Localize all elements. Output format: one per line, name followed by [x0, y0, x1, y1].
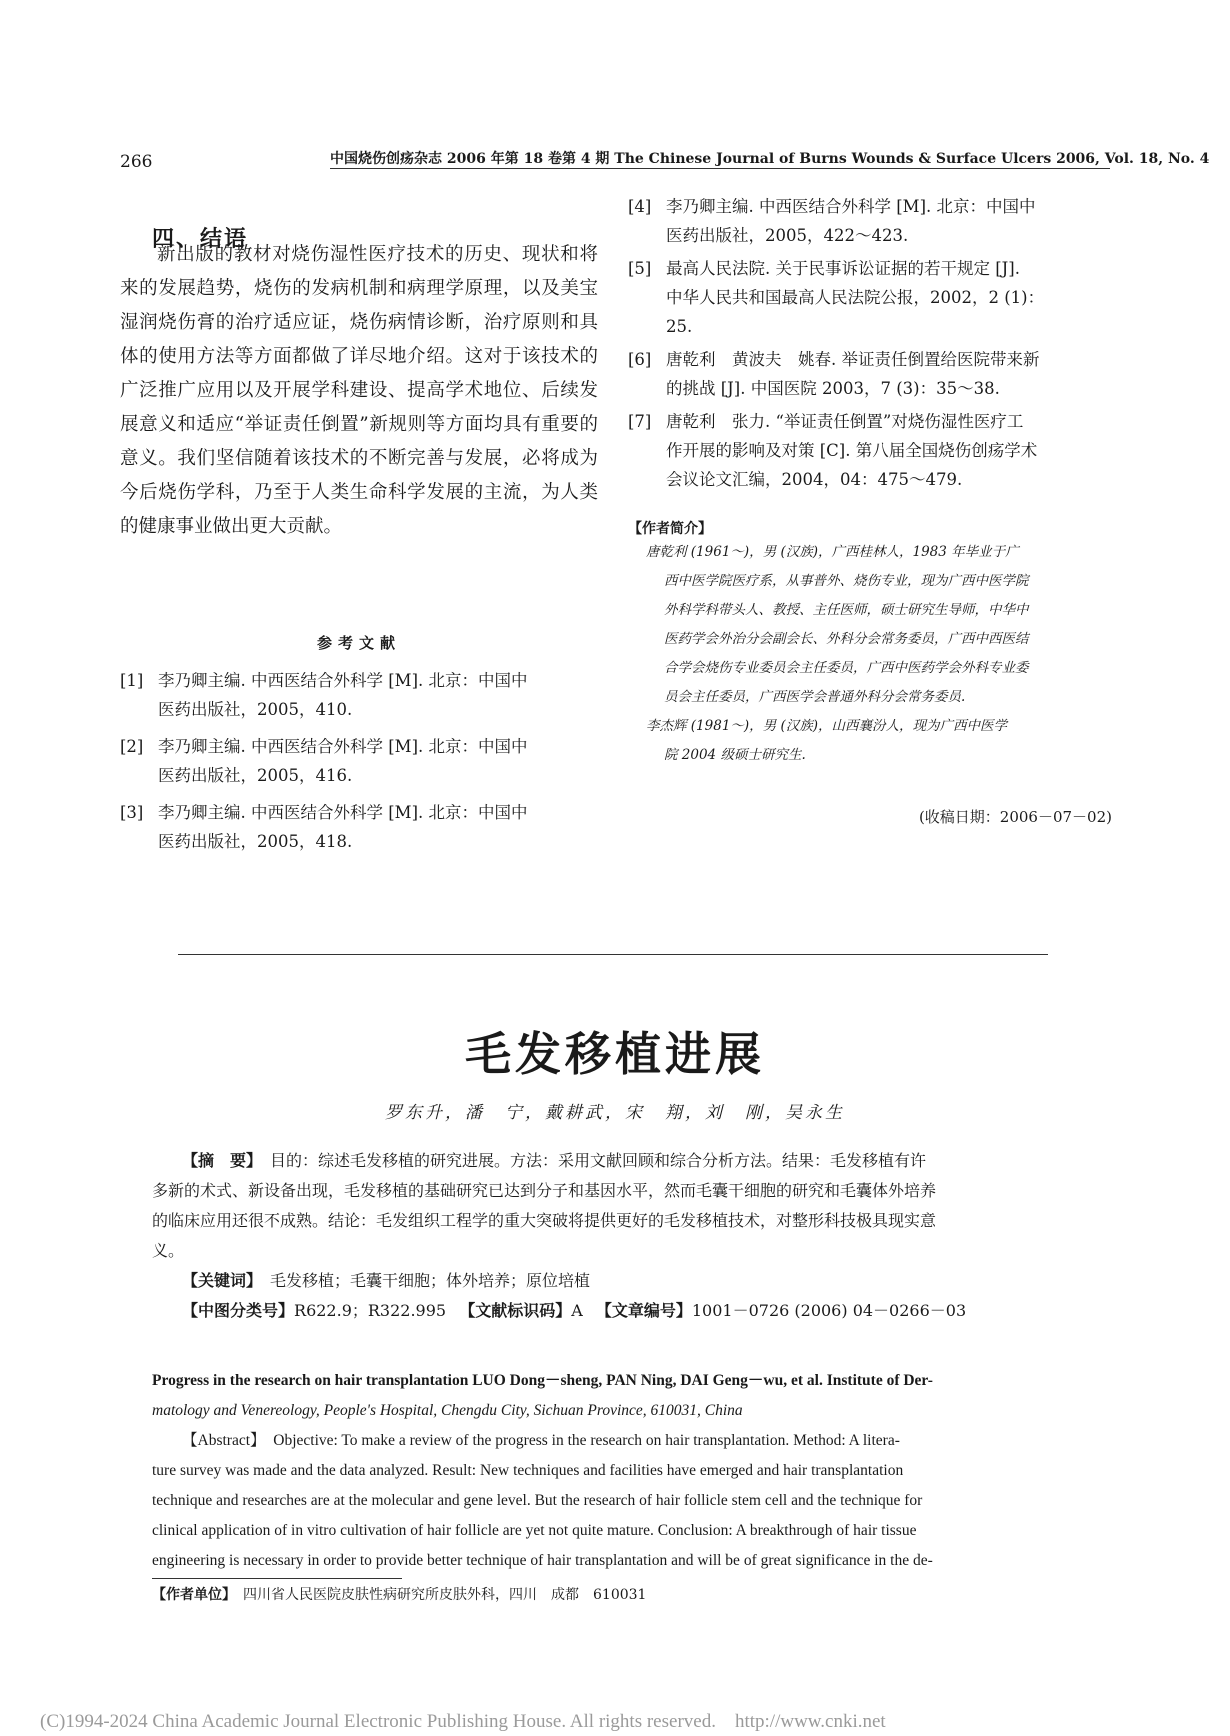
- reference-item: [1] 李乃卿主编. 中西医结合外科学 [M]. 北京：中国中 医药出版社，2005，410.: [120, 671, 528, 719]
- footnote-rule: [152, 1578, 402, 1579]
- page-number: 266: [120, 152, 153, 172]
- reference-item: [7] 唐乾利 张力. “举证责任倒置”对烧伤湿性医疗工 作开展的影响及对策 [C]. 第八届全国烧伤创疡学术 会议论文汇编，2004，04：475～479.: [628, 412, 1038, 489]
- bio-line: 合学会烧伤专业委员会主任委员，广西中医药学会外科专业委: [664, 660, 1029, 676]
- bio-line: 外科学科带头人、教授、主任医师，硕士研究生导师，中华中: [664, 602, 1029, 618]
- keywords: 毛发移植；毛囊干细胞；体外培养；原位培植: [270, 1271, 591, 1290]
- bio-line: 院 2004 级硕士研究生.: [664, 747, 806, 763]
- article-divider: [178, 954, 1048, 955]
- article-title: 毛发移植进展: [465, 1027, 765, 1081]
- reference-item: [3] 李乃卿主编. 中西医结合外科学 [M]. 北京：中国中 医药出版社，2005，418.: [120, 803, 528, 851]
- bio-line: 唐乾利 (1961～)，男 (汉族)，广西桂林人，1983 年毕业于广: [646, 544, 1019, 560]
- reference-item: [5] 最高人民法院. 关于民事诉讼证据的若干规定 [J]. 中华人民共和国最高人民法院公报，2002，2 (1)： 25.: [628, 259, 1045, 336]
- english-title-line: Progress in the research on hair transplantation LUO Dong－sheng, PAN Ning, DAI Geng－wu, et al. Institute of Der-: [152, 1372, 933, 1389]
- doc-code-label: 【文献标识码】: [467, 1301, 572, 1320]
- references-right: [628, 192, 1118, 494]
- class-number-label: 【中图分类号】: [182, 1301, 295, 1320]
- bio-line: 员会主任委员，广西医学会普通外科分会常务委员.: [664, 689, 966, 705]
- references-left: [120, 666, 598, 856]
- bio-line: 医药学会外治分会副会长、外科分会常务委员，广西中西医结: [664, 631, 1029, 647]
- received-date: (收稿日期：2006－07－02): [918, 808, 1112, 826]
- running-header: 中国烧伤创疡杂志 2006 年第 18 卷第 4 期 The Chinese Journal of Burns Wounds & Surface Ulcers 2006, Vol. 18, No. 4: [330, 151, 1210, 167]
- header-rule: [330, 168, 1110, 169]
- chinese-abstract: 【摘 要】 目的：综述毛发移植的研究进展。方法：采用文献回顾和综合分析方法。结果：毛发移植有许 多新的术式、新设备出现，毛发移植的基础研究已达到分子和基因水平，然而毛囊干细胞的研究和毛囊体外培养 的临床应用还很不成熟。结论：毛发组织工程学的重大突破将提供更好的毛发移植技术，对整形科技极具现实意 义。 【关键词】 毛发移植；毛囊干细胞；体外培养；原位培植 【中图分类号】R622.9；R322.995 【文献标识码】A 【文章编号】1001－0726 (2006) 04－0266－03: [152, 1151, 967, 1320]
- keywords-label: 【关键词】: [182, 1271, 255, 1290]
- copyright-notice: (C)1994-2024 China Academic Journal Electronic Publishing House. All rights reserved. http://www.cnki.net: [40, 1711, 886, 1732]
- bio-line: 西中医学院医疗系，从事普外、烧伤专业，现为广西中医学院: [664, 573, 1029, 589]
- section-title: 四、结语: [152, 226, 249, 252]
- conclusion-paragraph: 新出版的教材对烧伤湿性医疗技术的历史、现状和将来的发展趋势，烧伤的发病机制和病理学原理，以及美宝湿润烧伤膏的治疗适应证，烧伤病情诊断，治疗原则和具体的使用方法等方面都做了详尽地介绍。这对于该技术的广泛推广应用以及开展学科建设、提高学术地位、后续发展意义和适应“举证责任倒置”新规则等方面均具有重要的意义。我们坚信随着该技术的不断完善与发展，必将成为今后烧伤学科，乃至于人类生命科学发展的主流，为人类的健康事业做出更大贡献。: [120, 244, 598, 537]
- author-affiliation: 【作者单位】 四川省人民医院皮肤性病研究所皮肤外科，四川 成都 610031: [152, 1587, 647, 1603]
- bio-heading: 【作者简介】: [628, 521, 712, 537]
- english-abstract: Progress in the research on hair transplantation LUO Dong－sheng, PAN Ning, DAI Geng－wu, et al. Institute of Der- matology and Venereology, People's Hospital, Chengdu City, Sichuan Province, 610031, China 【Abstract】 Objective: To make a review of the progress in the research on hair transplantation. Method: A litera- ture survey was made and the data analyzed. Result: New techniques and facilities have emerged and hair transplantation technique and researches are at the molecular and gene level. But the research of hair follicle stem cell and the technique for clinical application of in vitro cultivation of hair follicle are yet not quite mature. Conclusion: A breakthrough of hair tissue engineering is necessary in order to provide better technique of hair transplantation and will be of great significance in the de-: [152, 1366, 1112, 1576]
- article-number-label: 【文章编号】: [603, 1301, 692, 1320]
- abstract-label: 【摘 要】: [182, 1151, 255, 1170]
- author-bio: [628, 518, 1118, 770]
- reference-item: [4] 李乃卿主编. 中西医结合外科学 [M]. 北京：中国中 医药出版社，2005，422～423.: [628, 197, 1036, 245]
- references-title: 参考文献: [316, 634, 401, 652]
- bio-line: 李杰辉 (1981～)，男 (汉族)，山西襄汾人，现为广西中医学: [646, 718, 1008, 734]
- article-authors: 罗东升，潘 宁，戴耕武，宋 翔，刘 刚，吴永生: [385, 1103, 845, 1123]
- reference-item: [2] 李乃卿主编. 中西医结合外科学 [M]. 北京：中国中 医药出版社，2005，416.: [120, 737, 528, 785]
- reference-item: [6] 唐乾利 黄波夫 姚春. 举证责任倒置给医院带来新 的挑战 [J]. 中国医院 2003，7 (3)：35～38.: [628, 350, 1040, 398]
